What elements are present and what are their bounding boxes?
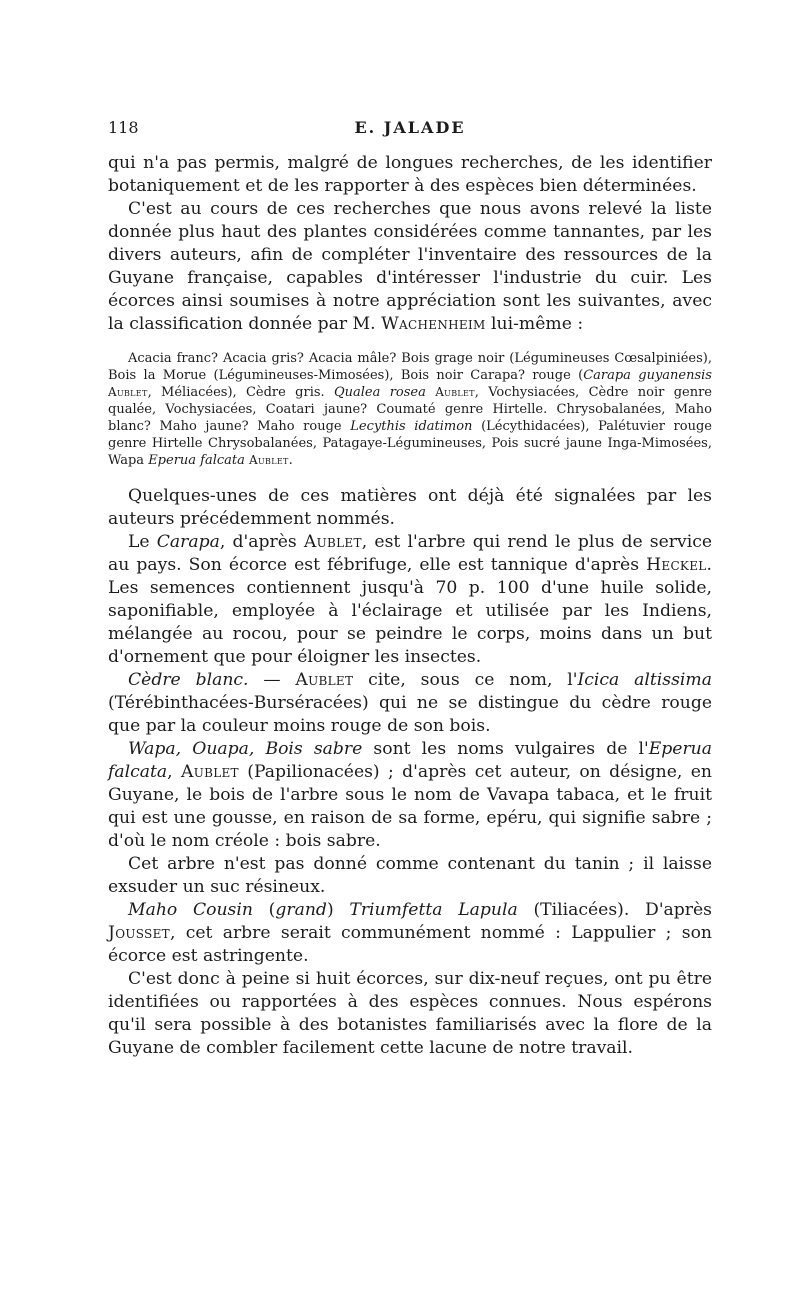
body-text [108,152,712,1060]
page-number: 118 [108,118,139,137]
page-header [108,118,712,138]
paragraph-maho-cousin: Maho Cousin (grand) Triumfetta Lapula (Tiliacées). D'après Jousset, cet arbre serait communément nommé : Lappulier ; son écorce est astringente. [108,900,712,966]
paragraph-wapa: Wapa, Ouapa, Bois sabre sont les noms vulgaires de l'Eperua falcata, Aublet (Papilionacées) ; d'après cet auteur, on désigne, en Guyane, le bois de l'arbre sous le nom de Vavapa tabaca, et le fruit qui est une gousse, en raison de sa forme, epéru, qui signifie sabre ; d'où le nom créole : bois sabre. [108,739,712,851]
species-list: Acacia franc? Acacia gris? Acacia mâle? Bois grage noir (Légumineuses Cœsalpiniées), Bois la Morue (Légumineuses-Mimosées), Bois noir Carapa? rouge (Carapa guyanensis Aublet, Méliacées), Cèdre gris. Qualea rosea Aublet, Vochysiacées, Cèdre noir genre qualée, Vochysiacées, Coatari jaune? Coumaté genre Hirtelle. Chrysobalanées, Maho blanc? Maho jaune? Maho rouge Lecythis idatimon (Lécythidacées), Palétuvier rouge genre Hirtelle Chrysobalanées, Patagaye-Légumineuses, Pois sucré jaune Inga-Mimosées, Wapa Eperua falcata Aublet. [108,351,712,468]
paragraph-intro-list: C'est au cours de ces recherches que nous avons relevé la liste donnée plus haut des plantes considérées comme tannantes, par les divers auteurs, afin de compléter l'inventaire des ressources de la Guyane française, capables d'intéresser l'industrie du cuir. Les écorces ainsi soumises à notre appréciation sont les suivantes, avec la classification donnée par M. Wachenheim lui-même : [108,199,712,334]
running-title: E. JALADE [354,118,466,137]
paragraph-conclusion: C'est donc à peine si huit écorces, sur dix-neuf reçues, ont pu être identifiées ou rapportées à des espèces connues. Nous espérons qu'il sera possible à des botanistes familiarisés avec la flore de la Guyane de combler facilement cette lacune de notre travail. [108,969,712,1058]
paragraph-signaled: Quelques-unes de ces matières ont déjà été signalées par les auteurs précédemment nommés. [108,486,712,529]
author-name: Wachenheim [381,314,486,334]
paragraph-carapa: Le Carapa, d'après Aublet, est l'arbre qui rend le plus de service au pays. Son écorce est fébrifuge, elle est tannique d'après Heckel. Les semences contiennent jusqu'à 70 p. 100 d'une huile solide, saponifiable, employée à l'éclairage et utilisée par les Indiens, mélangée au rocou, pour se peindre le corps, moins dans un but d'ornement que pour éloigner les insectes. [108,532,712,667]
paragraph-cedre-blanc: Cèdre blanc. — Aublet cite, sous ce nom, l'Icica altissima (Térébinthacées-Burséracées) qui ne se distingue du cèdre rouge que par la couleur moins rouge de son bois. [108,670,712,736]
paragraph-continuation: qui n'a pas permis, malgré de longues recherches, de les identifier botaniquement et de les rapporter à des espèces bien déterminées. [108,153,712,196]
paragraph-tanin: Cet arbre n'est pas donné comme contenant du tanin ; il laisse exsuder un suc résineux. [108,854,712,897]
